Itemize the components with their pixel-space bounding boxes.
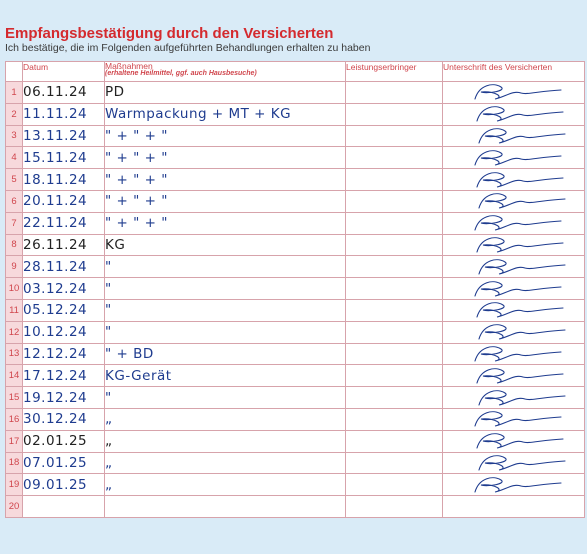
signature-stroke bbox=[475, 477, 561, 491]
signature-scribble bbox=[443, 300, 583, 320]
signature-stroke bbox=[477, 434, 563, 448]
row-measure: KG bbox=[105, 234, 346, 256]
signature-scribble bbox=[443, 322, 583, 342]
row-measure: " bbox=[105, 256, 346, 278]
row-measure: KG-Gerät bbox=[105, 365, 346, 387]
row-measure: „ bbox=[105, 452, 346, 474]
row-date: 06.11.24 bbox=[23, 82, 105, 104]
row-signature-cell bbox=[443, 430, 585, 452]
row-number: 20 bbox=[6, 496, 23, 518]
row-number: 1 bbox=[6, 82, 23, 104]
row-signature-cell bbox=[443, 408, 585, 430]
signature-stroke bbox=[475, 347, 561, 361]
row-date: 05.12.24 bbox=[23, 299, 105, 321]
row-provider bbox=[346, 234, 443, 256]
row-signature-cell bbox=[443, 474, 585, 496]
row-date bbox=[23, 496, 105, 518]
row-measure: " + " + " bbox=[105, 190, 346, 212]
table-row bbox=[6, 190, 585, 212]
row-signature-cell bbox=[443, 82, 585, 104]
row-signature-cell bbox=[443, 256, 585, 278]
table-row bbox=[6, 474, 585, 496]
row-provider bbox=[346, 103, 443, 125]
header-massnahmen-sub: (erhaltene Heilmittel, ggf. auch Hausbesuche) bbox=[105, 70, 257, 77]
row-number: 4 bbox=[6, 147, 23, 169]
row-date: 20.11.24 bbox=[23, 190, 105, 212]
row-date: 11.11.24 bbox=[23, 103, 105, 125]
row-date: 18.11.24 bbox=[23, 169, 105, 191]
row-date: 28.11.24 bbox=[23, 256, 105, 278]
row-provider bbox=[346, 496, 443, 518]
table-row bbox=[6, 343, 585, 365]
signature-stroke bbox=[477, 303, 563, 317]
table-row bbox=[6, 452, 585, 474]
row-number: 10 bbox=[6, 278, 23, 300]
row-measure: „ bbox=[105, 430, 346, 452]
signature-stroke bbox=[477, 238, 563, 252]
row-date: 22.11.24 bbox=[23, 212, 105, 234]
row-measure: „ bbox=[105, 474, 346, 496]
row-provider bbox=[346, 365, 443, 387]
row-number: 9 bbox=[6, 256, 23, 278]
row-signature-cell bbox=[443, 387, 585, 409]
row-signature-cell bbox=[443, 452, 585, 474]
form-subtitle: Ich bestätige, die im Folgenden aufgeführten Behandlungen erhalten zu haben bbox=[5, 42, 371, 54]
row-provider bbox=[346, 321, 443, 343]
signature-stroke bbox=[477, 107, 563, 121]
signature-stroke bbox=[475, 85, 561, 99]
signature-scribble bbox=[443, 453, 583, 473]
row-measure: " + " + " bbox=[105, 125, 346, 147]
signature-scribble bbox=[443, 431, 583, 451]
signature-scribble bbox=[443, 235, 583, 255]
row-measure: " + " + " bbox=[105, 147, 346, 169]
row-signature-cell bbox=[443, 234, 585, 256]
row-number: 19 bbox=[6, 474, 23, 496]
row-signature-cell bbox=[443, 103, 585, 125]
row-provider bbox=[346, 82, 443, 104]
signature-stroke bbox=[475, 151, 561, 165]
form-header bbox=[5, 26, 585, 54]
row-signature-cell bbox=[443, 169, 585, 191]
row-number: 5 bbox=[6, 169, 23, 191]
signature-scribble bbox=[443, 170, 583, 190]
row-number: 15 bbox=[6, 387, 23, 409]
row-measure: Warmpackung + MT + KG bbox=[105, 103, 346, 125]
row-provider bbox=[346, 125, 443, 147]
row-provider bbox=[346, 212, 443, 234]
row-signature-cell bbox=[443, 212, 585, 234]
row-signature-cell bbox=[443, 321, 585, 343]
signature-stroke bbox=[477, 368, 563, 382]
row-signature-cell bbox=[443, 343, 585, 365]
table-row bbox=[6, 234, 585, 256]
row-provider bbox=[346, 278, 443, 300]
row-date: 07.01.25 bbox=[23, 452, 105, 474]
signature-scribble bbox=[443, 104, 583, 124]
row-signature-cell bbox=[443, 365, 585, 387]
row-signature-cell bbox=[443, 299, 585, 321]
row-measure bbox=[105, 496, 346, 518]
row-provider bbox=[346, 169, 443, 191]
table-row bbox=[6, 387, 585, 409]
row-measure: " bbox=[105, 278, 346, 300]
row-number: 12 bbox=[6, 321, 23, 343]
row-provider bbox=[346, 299, 443, 321]
row-measure: PD bbox=[105, 82, 346, 104]
form-title: Empfangsbestätigung durch den Versicherten bbox=[5, 25, 334, 42]
signature-scribble bbox=[443, 257, 583, 277]
header-datum: Datum bbox=[23, 62, 105, 82]
row-provider bbox=[346, 147, 443, 169]
header-massnahmen bbox=[105, 62, 346, 82]
row-measure: " bbox=[105, 299, 346, 321]
row-number: 14 bbox=[6, 365, 23, 387]
row-date: 09.01.25 bbox=[23, 474, 105, 496]
table-row bbox=[6, 430, 585, 452]
row-number: 11 bbox=[6, 299, 23, 321]
row-measure: " bbox=[105, 387, 346, 409]
table-row bbox=[6, 278, 585, 300]
signature-stroke bbox=[479, 456, 565, 470]
signature-scribble bbox=[443, 82, 583, 102]
row-date: 13.11.24 bbox=[23, 125, 105, 147]
row-provider bbox=[346, 408, 443, 430]
signature-scribble bbox=[443, 148, 583, 168]
header-leistungserbringer: Leistungserbringer bbox=[346, 62, 443, 82]
row-measure: " bbox=[105, 321, 346, 343]
row-signature-cell bbox=[443, 125, 585, 147]
row-measure: " + " + " bbox=[105, 169, 346, 191]
row-number: 3 bbox=[6, 125, 23, 147]
table-row bbox=[6, 256, 585, 278]
signature-scribble bbox=[443, 191, 583, 211]
row-provider bbox=[346, 430, 443, 452]
row-date: 30.12.24 bbox=[23, 408, 105, 430]
row-provider bbox=[346, 474, 443, 496]
row-provider bbox=[346, 387, 443, 409]
signature-scribble bbox=[443, 213, 583, 233]
row-date: 03.12.24 bbox=[23, 278, 105, 300]
signature-stroke bbox=[479, 325, 565, 339]
row-number: 17 bbox=[6, 430, 23, 452]
treatment-table bbox=[5, 61, 585, 518]
row-date: 26.11.24 bbox=[23, 234, 105, 256]
row-date: 12.12.24 bbox=[23, 343, 105, 365]
row-signature-cell bbox=[443, 496, 585, 518]
row-number: 18 bbox=[6, 452, 23, 474]
signature-stroke bbox=[479, 129, 565, 143]
row-number: 8 bbox=[6, 234, 23, 256]
signature-scribble bbox=[443, 366, 583, 386]
header-unterschrift: Unterschrift des Versicherten bbox=[443, 62, 585, 82]
table-row bbox=[6, 496, 585, 518]
row-measure: " + BD bbox=[105, 343, 346, 365]
signature-stroke bbox=[475, 412, 561, 426]
row-measure: „ bbox=[105, 408, 346, 430]
signature-scribble bbox=[443, 409, 583, 429]
signature-stroke bbox=[479, 194, 565, 208]
row-date: 17.12.24 bbox=[23, 365, 105, 387]
signature-scribble bbox=[443, 388, 583, 408]
row-date: 02.01.25 bbox=[23, 430, 105, 452]
row-number: 7 bbox=[6, 212, 23, 234]
table-row bbox=[6, 82, 585, 104]
row-date: 19.12.24 bbox=[23, 387, 105, 409]
row-provider bbox=[346, 190, 443, 212]
row-number: 2 bbox=[6, 103, 23, 125]
table-row bbox=[6, 103, 585, 125]
table-row bbox=[6, 365, 585, 387]
row-number: 13 bbox=[6, 343, 23, 365]
table-row bbox=[6, 321, 585, 343]
row-date: 15.11.24 bbox=[23, 147, 105, 169]
signature-stroke bbox=[475, 216, 561, 230]
row-signature-cell bbox=[443, 147, 585, 169]
row-signature-cell bbox=[443, 278, 585, 300]
row-number: 6 bbox=[6, 190, 23, 212]
row-signature-cell bbox=[443, 190, 585, 212]
row-number: 16 bbox=[6, 408, 23, 430]
row-provider bbox=[346, 256, 443, 278]
signature-scribble bbox=[443, 475, 583, 495]
table-row bbox=[6, 299, 585, 321]
signature-stroke bbox=[475, 281, 561, 295]
table-header-row bbox=[6, 62, 585, 82]
header-number bbox=[6, 62, 23, 82]
row-provider bbox=[346, 343, 443, 365]
signature-stroke bbox=[479, 260, 565, 274]
header-massnahmen-label: Maßnahmen bbox=[105, 61, 153, 71]
table-row bbox=[6, 408, 585, 430]
signature-scribble bbox=[443, 279, 583, 299]
table-row bbox=[6, 169, 585, 191]
row-provider bbox=[346, 452, 443, 474]
table-row bbox=[6, 125, 585, 147]
table-row bbox=[6, 147, 585, 169]
signature-scribble bbox=[443, 126, 583, 146]
signature-stroke bbox=[479, 390, 565, 404]
row-date: 10.12.24 bbox=[23, 321, 105, 343]
signature-stroke bbox=[477, 172, 563, 186]
table-row bbox=[6, 212, 585, 234]
row-measure: " + " + " bbox=[105, 212, 346, 234]
signature-scribble bbox=[443, 344, 583, 364]
